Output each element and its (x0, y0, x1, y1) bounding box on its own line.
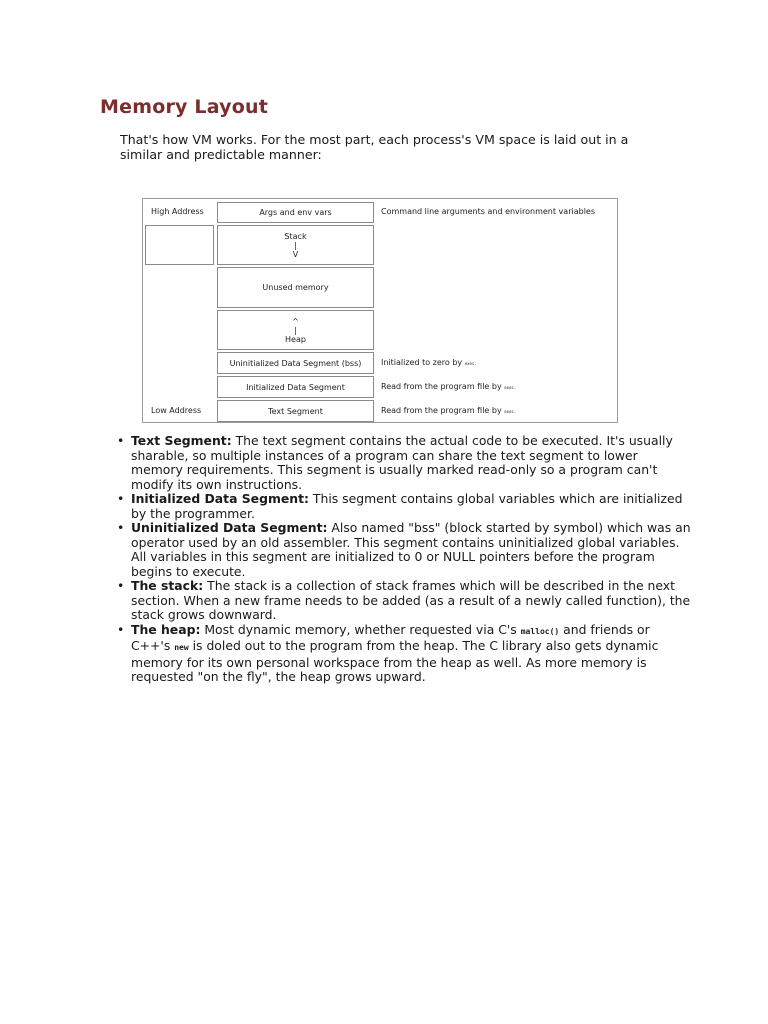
initialized-data-description-text: Read from the program file by (381, 382, 502, 391)
desc-heap-part-1: Most dynamic memory, whether requested via C's (200, 621, 521, 637)
bss-segment (217, 352, 374, 374)
heap-arrow-up-icon: ^ (292, 316, 299, 326)
desc-heap-part-2: and friends or C++'s (131, 621, 650, 653)
list-item-initialized-data (117, 491, 691, 521)
segment-descriptions-list (114, 434, 691, 685)
args-env-description: Command line arguments and environment variables (381, 207, 595, 216)
term-text-segment: Text Segment: (131, 433, 232, 448)
text-segment-description-code: exec. (504, 409, 517, 414)
desc-uninitialized-data: Also named "bss" (block started by symbol) which was an operator used by an old assembler. This segment contains uninitialized global variables. All variables in this segment are initialized to 0 or NULL pointers before the program begins to execute. (131, 520, 691, 579)
desc-text-segment: The text segment contains the actual code to be executed. It's usually sharable, so multiple instances of a program can share the text segment to lower memory requirements. This segment is usually marked read-only so a program can't modify its own instructions. (131, 433, 673, 492)
term-heap: The heap: (131, 621, 201, 637)
bss-description-text: Initialized to zero by (381, 358, 463, 367)
unused-memory-label: Unused memory (262, 283, 329, 292)
page-title: Memory Layout (100, 96, 269, 118)
stack-arrow-down-icon: V (292, 249, 299, 259)
list-item-stack (117, 578, 691, 623)
term-initialized-data: Initialized Data Segment: (131, 491, 309, 506)
bullet-icon: • (117, 578, 125, 593)
args-env-label: Args and env vars (259, 208, 332, 217)
text-segment-description-text: Read from the program file by (381, 406, 502, 415)
list-item-heap (117, 621, 691, 685)
bullet-icon: • (117, 520, 125, 535)
term-uninitialized-data: Uninitialized Data Segment: (131, 520, 328, 535)
bss-label: Uninitialized Data Segment (bss) (229, 358, 362, 368)
stack-arrow-bar: | (294, 240, 297, 250)
initialized-data-description-code: exec. (504, 385, 517, 390)
bullet-icon: • (117, 621, 125, 637)
bss-description (381, 358, 477, 367)
bullet-icon: • (117, 433, 125, 448)
bullet-icon: • (117, 491, 125, 506)
list-item-uninitialized-data (117, 520, 691, 579)
memory-layout-diagram (142, 198, 618, 423)
high-address-label: High Address (151, 207, 204, 216)
initialized-data-description (381, 382, 516, 391)
bss-description-code: exec. (464, 361, 477, 366)
desc-stack: The stack is a collection of stack frames which will be described in the next section. When a new frame needs to be added (as a result of a newly called function), the stack grows downward. (131, 578, 691, 622)
text-segment (217, 400, 374, 422)
list-item-text-segment (117, 433, 691, 492)
intro-paragraph: That's how VM works. For the most part, each process's VM space is laid out in a similar and predictable manner: (120, 132, 629, 162)
term-stack: The stack: (131, 578, 204, 593)
initialized-data-segment (217, 376, 374, 398)
args-env-segment (217, 202, 374, 223)
unused-memory-segment (217, 267, 374, 308)
malloc-code: malloc() (520, 626, 560, 636)
heap-segment (217, 310, 374, 350)
text-segment-label: Text Segment (268, 406, 323, 416)
desc-initialized-data: This segment contains global variables which are initialized by the programmer. (131, 491, 683, 521)
text-segment-description (381, 406, 516, 415)
desc-heap-part-3: is doled out to the program from the heap. The C library also gets dynamic memory for its own personal workspace from the heap as well. As more memory is requested "on the fly", the heap grows upward. (131, 638, 659, 684)
stack-segment (217, 225, 374, 265)
low-address-label: Low Address (151, 406, 202, 415)
heap-arrow-bar: | (294, 325, 297, 335)
left-empty-box (145, 225, 214, 265)
heap-label: Heap (285, 334, 306, 344)
initialized-data-label: Initialized Data Segment (246, 382, 345, 392)
new-code: new (174, 643, 189, 652)
stack-label: Stack (284, 231, 307, 241)
